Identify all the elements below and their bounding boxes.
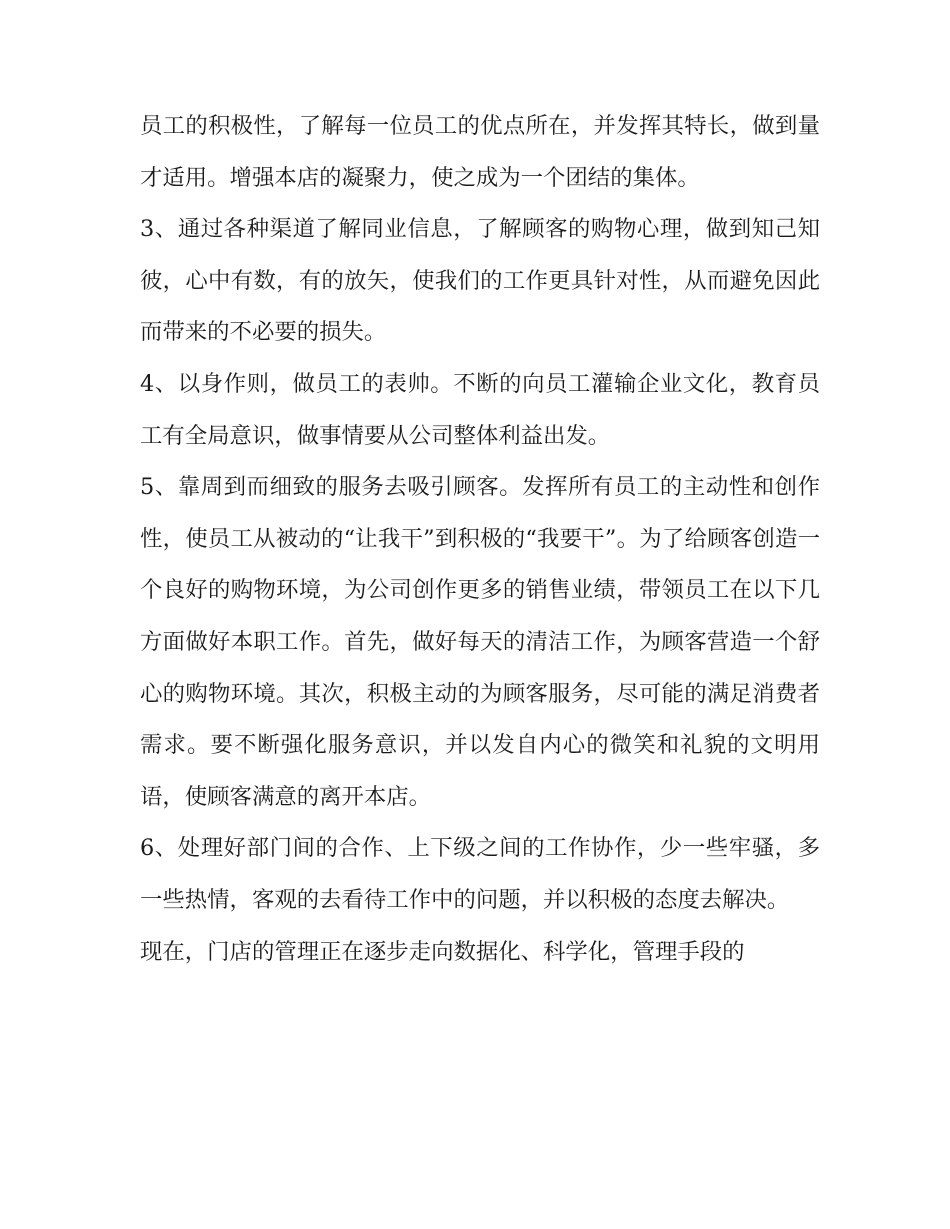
- document-body: [140, 101, 820, 978]
- paragraph-item-5: 5、靠周到而细致的服务去吸引顾客。发挥所有员工的主动性和创作性，使员工从被动的“让我干”到积极的“我要干”。为了给顾客创造一个良好的购物环境，为公司创作更多的销售业绩，带领员工在以下几方面做好本职工作。首先，做好每天的清洁工作，为顾客营造一个舒心的购物环境。其次，积极主动的为顾客服务，尽可能的满足消费者需求。要不断强化服务意识，并以发自内心的微笑和礼貌的文明用语，使顾客满意的离开本店。: [140, 474, 820, 810]
- paragraph-continuation: 员工的积极性，了解每一位员工的优点所在，并发挥其特长，做到量才适用。增强本店的凝聚力，使之成为一个团结的集体。: [140, 113, 820, 191]
- paragraph-item-4: 4、以身作则，做员工的表帅。不断的向员工灌输企业文化，教育员工有全局意识，做事情要从公司整体利益出发。: [140, 370, 820, 449]
- paragraph-item-3: 3、通过各种渠道了解同业信息，了解顾客的购物心理，做到知己知彼，心中有数，有的放矢，使我们的工作更具针对性，从而避免因此而带来的不必要的损失。: [140, 216, 820, 346]
- paragraph-closing: 现在，门店的管理正在逐步走向数据化、科学化，管理手段的: [140, 938, 745, 965]
- paragraph-item-6: 6、处理好部门间的合作、上下级之间的工作协作，少一些牢骚，多一些热情，客观的去看待工作中的问题，并以积极的态度去解决。: [140, 835, 820, 913]
